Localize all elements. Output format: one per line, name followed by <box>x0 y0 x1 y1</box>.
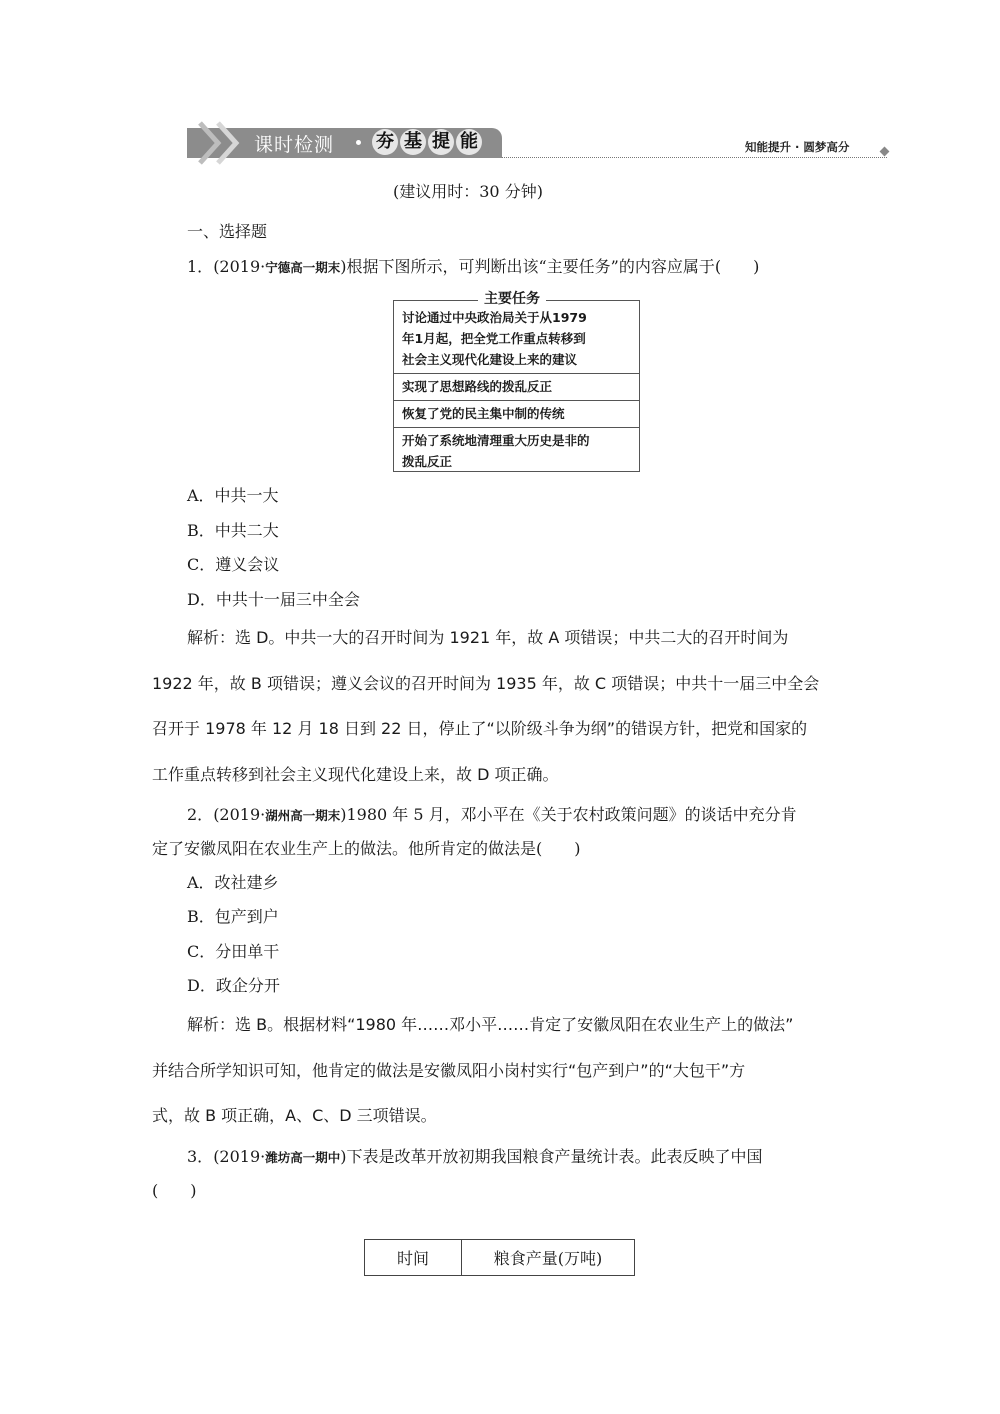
question-2-stem <box>187 805 797 826</box>
task-line: 拨乱反正 <box>402 454 453 469</box>
question-number: 2． <box>187 805 214 824</box>
task-figure <box>393 300 640 472</box>
option-b: B．包产到户 <box>187 907 279 926</box>
task-figure-title: 主要任务 <box>478 288 546 308</box>
task-row <box>394 301 639 371</box>
source-tag: 宁德高一期末 <box>265 260 341 275</box>
banner-title: 课时检测 <box>254 134 335 156</box>
table-header-cell: 粮食产量(万吨) <box>493 1249 603 1268</box>
badge-char: 夯 <box>372 129 398 155</box>
question-text: )1980 年 5 月，邓小平在《关于农村政策问题》的谈话中充分肯 <box>340 805 797 824</box>
task-line: 恢复了党的民主集中制的传统 <box>402 406 565 421</box>
question-text: )下表是改革开放初期我国粮食产量统计表。此表反映了中国 <box>340 1147 763 1166</box>
task-line: 年1月起，把全党工作重点转移到 <box>402 331 586 346</box>
analysis-line: 解析：选 D。中共一大的召开时间为 1921 年，故 A 项错误；中共二大的召开时间为 <box>187 628 789 647</box>
task-line: 社会主义现代化建设上来的建议 <box>402 352 578 367</box>
analysis-line: 并结合所学知识可知，他肯定的做法是安徽凤阳小岗村实行“包产到户”的“大包干”方 <box>152 1061 746 1080</box>
chevron-right-icon <box>214 121 240 165</box>
separator-dot <box>356 140 361 145</box>
option-a: A．中共一大 <box>187 486 279 505</box>
question-3-stem <box>187 1147 763 1168</box>
task-line: 讨论通过中央政治局关于从1979 <box>402 310 587 325</box>
source-open: (2019· <box>213 1147 266 1166</box>
banner-badges <box>372 129 482 155</box>
option-d: D．中共十一届三中全会 <box>187 590 360 609</box>
question-text: )根据下图所示，可判断出该“主要任务”的内容应属于( ) <box>340 257 760 276</box>
option-c: C．遵义会议 <box>187 555 280 574</box>
analysis-line: 召开于 1978 年 12 月 18 日到 22 日，停止了“以阶级斗争为纲”的错误方针，把党和国家的 <box>152 719 808 738</box>
source-tag: 潍坊高一期中 <box>265 1150 341 1165</box>
question-3-stem-cont: ( ) <box>152 1181 197 1200</box>
analysis-line: 式，故 B 项正确，A、C、D 三项错误。 <box>152 1106 437 1125</box>
diamond-icon <box>880 147 890 157</box>
question-number: 3． <box>187 1147 214 1166</box>
option-a: A．改社建乡 <box>187 873 279 892</box>
task-row <box>394 427 639 472</box>
question-1-stem <box>187 257 759 278</box>
option-b: B．中共二大 <box>187 521 279 540</box>
section-title: 一、选择题 <box>187 222 268 241</box>
header-dotted-rule <box>502 157 887 158</box>
task-line: 实现了思想路线的拨乱反正 <box>402 379 553 394</box>
header-motto: 知能提升 · 圆梦高分 <box>745 140 850 154</box>
source-open: (2019· <box>213 805 266 824</box>
table-header-cell: 时间 <box>365 1240 462 1275</box>
question-number: 1． <box>187 257 214 276</box>
task-row <box>394 400 639 427</box>
badge-char: 提 <box>428 129 454 155</box>
task-line: 开始了系统地清理重大历史是非的 <box>402 433 590 448</box>
option-c: C．分田单干 <box>187 942 280 961</box>
analysis-line: 解析：选 B。根据材料“1980 年……邓小平……肯定了安徽凤阳在农业生产上的做法” <box>187 1015 794 1034</box>
option-d: D．政企分开 <box>187 976 280 995</box>
badge-char: 能 <box>456 129 482 155</box>
analysis-line: 工作重点转移到社会主义现代化建设上来，故 D 项正确。 <box>152 765 559 784</box>
analysis-line: 1922 年，故 B 项错误；遵义会议的召开时间为 1935 年，故 C 项错误；中共十一届三中全会 <box>152 674 820 693</box>
question-2-stem-cont: 定了安徽凤阳在农业生产上的做法。他所肯定的做法是( ) <box>152 839 581 858</box>
suggested-time: (建议用时：30 分钟) <box>393 182 543 201</box>
task-row <box>394 373 639 400</box>
source-open: (2019· <box>213 257 266 276</box>
source-tag: 湖州高一期末 <box>265 808 341 823</box>
badge-char: 基 <box>400 129 426 155</box>
grain-table <box>364 1239 635 1276</box>
